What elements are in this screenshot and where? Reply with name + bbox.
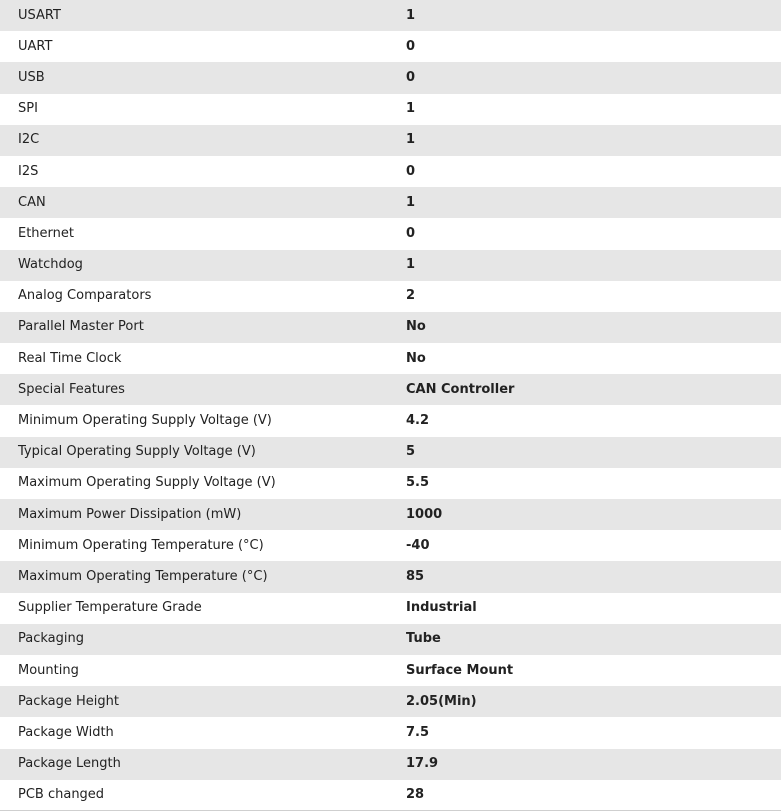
table-row <box>0 187 781 218</box>
spec-value: 1 <box>388 187 781 218</box>
spec-label: SPI <box>0 94 388 125</box>
spec-value: 0 <box>388 62 781 93</box>
table-row <box>0 343 781 374</box>
spec-value: 2.05(Min) <box>388 686 781 717</box>
table-row <box>0 218 781 249</box>
spec-label: Maximum Operating Supply Voltage (V) <box>0 468 388 499</box>
table-row <box>0 0 781 31</box>
spec-value: 28 <box>388 780 781 811</box>
table-row <box>0 281 781 312</box>
spec-value: 0 <box>388 156 781 187</box>
spec-label: Special Features <box>0 374 388 405</box>
spec-label: Supplier Temperature Grade <box>0 593 388 624</box>
spec-value: 1 <box>388 0 781 31</box>
spec-label: USART <box>0 0 388 31</box>
spec-value: CAN Controller <box>388 374 781 405</box>
table-row <box>0 31 781 62</box>
table-row <box>0 561 781 592</box>
spec-label: I2C <box>0 125 388 156</box>
table-row <box>0 405 781 436</box>
spec-value: 1 <box>388 125 781 156</box>
spec-value: Surface Mount <box>388 655 781 686</box>
table-row <box>0 530 781 561</box>
table-row <box>0 94 781 125</box>
table-row <box>0 250 781 281</box>
spec-value: 7.5 <box>388 717 781 748</box>
table-row <box>0 312 781 343</box>
spec-label: Real Time Clock <box>0 343 388 374</box>
spec-label: PCB changed <box>0 780 388 811</box>
table-row <box>0 749 781 780</box>
spec-label: Analog Comparators <box>0 281 388 312</box>
spec-value: No <box>388 312 781 343</box>
table-row <box>0 374 781 405</box>
table-row <box>0 468 781 499</box>
spec-value: 2 <box>388 281 781 312</box>
spec-value: 1000 <box>388 499 781 530</box>
spec-label: UART <box>0 31 388 62</box>
spec-value: 17.9 <box>388 749 781 780</box>
spec-value: 4.2 <box>388 405 781 436</box>
spec-label: Package Width <box>0 717 388 748</box>
spec-label: Watchdog <box>0 250 388 281</box>
spec-value: -40 <box>388 530 781 561</box>
spec-value: Tube <box>388 624 781 655</box>
spec-label: CAN <box>0 187 388 218</box>
table-row <box>0 686 781 717</box>
spec-label: Minimum Operating Temperature (°C) <box>0 530 388 561</box>
spec-label: Maximum Operating Temperature (°C) <box>0 561 388 592</box>
spec-value: 5 <box>388 437 781 468</box>
spec-label: Parallel Master Port <box>0 312 388 343</box>
spec-value: 5.5 <box>388 468 781 499</box>
spec-label: Minimum Operating Supply Voltage (V) <box>0 405 388 436</box>
spec-label: USB <box>0 62 388 93</box>
spec-label: Packaging <box>0 624 388 655</box>
spec-value: No <box>388 343 781 374</box>
spec-value: 0 <box>388 218 781 249</box>
spec-label: Mounting <box>0 655 388 686</box>
spec-label: I2S <box>0 156 388 187</box>
table-row <box>0 499 781 530</box>
spec-value: 1 <box>388 250 781 281</box>
spec-label: Maximum Power Dissipation (mW) <box>0 499 388 530</box>
spec-label: Package Length <box>0 749 388 780</box>
table-row <box>0 437 781 468</box>
table-row <box>0 125 781 156</box>
spec-label: Ethernet <box>0 218 388 249</box>
spec-value: Industrial <box>388 593 781 624</box>
spec-value: 1 <box>388 94 781 125</box>
table-row <box>0 593 781 624</box>
table-row <box>0 62 781 93</box>
table-row <box>0 780 781 811</box>
table-row <box>0 717 781 748</box>
table-row <box>0 156 781 187</box>
spec-label: Typical Operating Supply Voltage (V) <box>0 437 388 468</box>
spec-label: Package Height <box>0 686 388 717</box>
table-row <box>0 655 781 686</box>
table-row <box>0 624 781 655</box>
spec-value: 0 <box>388 31 781 62</box>
spec-value: 85 <box>388 561 781 592</box>
